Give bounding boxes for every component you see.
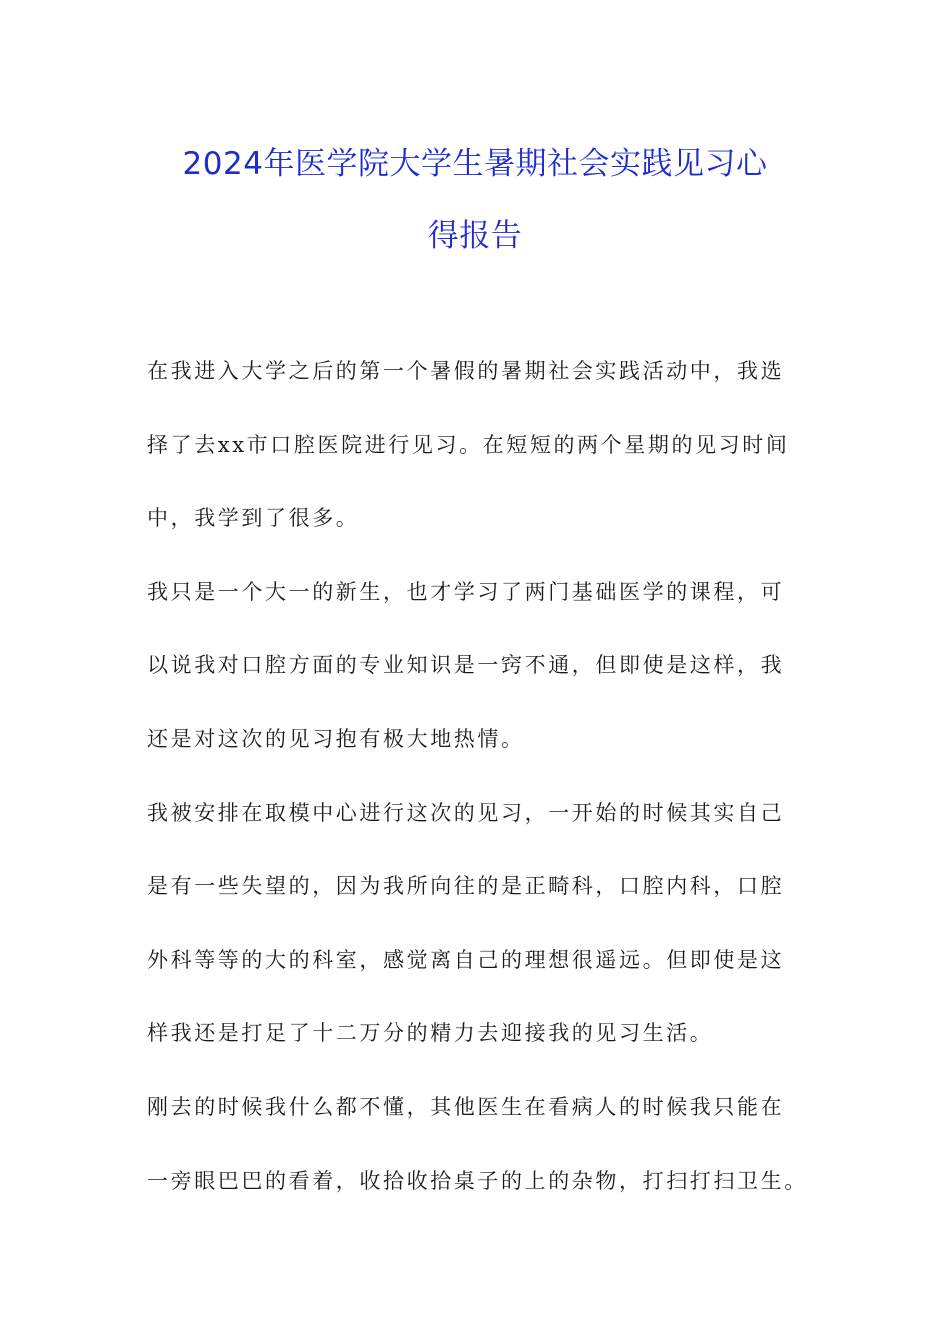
title-line-2: 得报告 [427, 218, 523, 254]
title-line-1: 2024年医学院大学生暑期社会实践见习心 [182, 146, 768, 182]
document-body [147, 335, 837, 1218]
body-line-4: 我只是一个大一的新生，也才学习了两门基础医学的课程，可 [147, 579, 785, 604]
body-line-6: 还是对这次的见习抱有极大地热情。 [147, 726, 525, 751]
body-line-12: 一旁眼巴巴的看着，收拾收拾桌子的上的杂物，打扫打扫卫生。 [147, 1168, 808, 1193]
document-title [100, 128, 850, 272]
body-line-10: 样我还是打足了十二万分的精力去迎接我的见习生活。 [147, 1021, 714, 1046]
body-line-11: 刚去的时候我什么都不懂，其他医生在看病人的时候我只能在 [147, 1094, 785, 1119]
body-line-5: 以说我对口腔方面的专业知识是一窍不通，但即使是这样，我 [147, 653, 785, 678]
body-line-1: 在我进入大学之后的第一个暑假的暑期社会实践活动中，我选 [147, 359, 785, 383]
body-line-8: 是有一些失望的，因为我所向往的是正畸科，口腔内科，口腔 [147, 874, 785, 899]
body-line-2: 择了去xx市口腔医院进行见习。在短短的两个星期的见习时间 [147, 432, 790, 457]
body-line-7: 我被安排在取模中心进行这次的见习，一开始的时候其实自己 [147, 800, 785, 825]
body-line-9: 外科等等的大的科室，感觉离自己的理想很遥远。但即使是这 [147, 947, 785, 972]
body-line-3: 中，我学到了很多。 [147, 506, 360, 531]
